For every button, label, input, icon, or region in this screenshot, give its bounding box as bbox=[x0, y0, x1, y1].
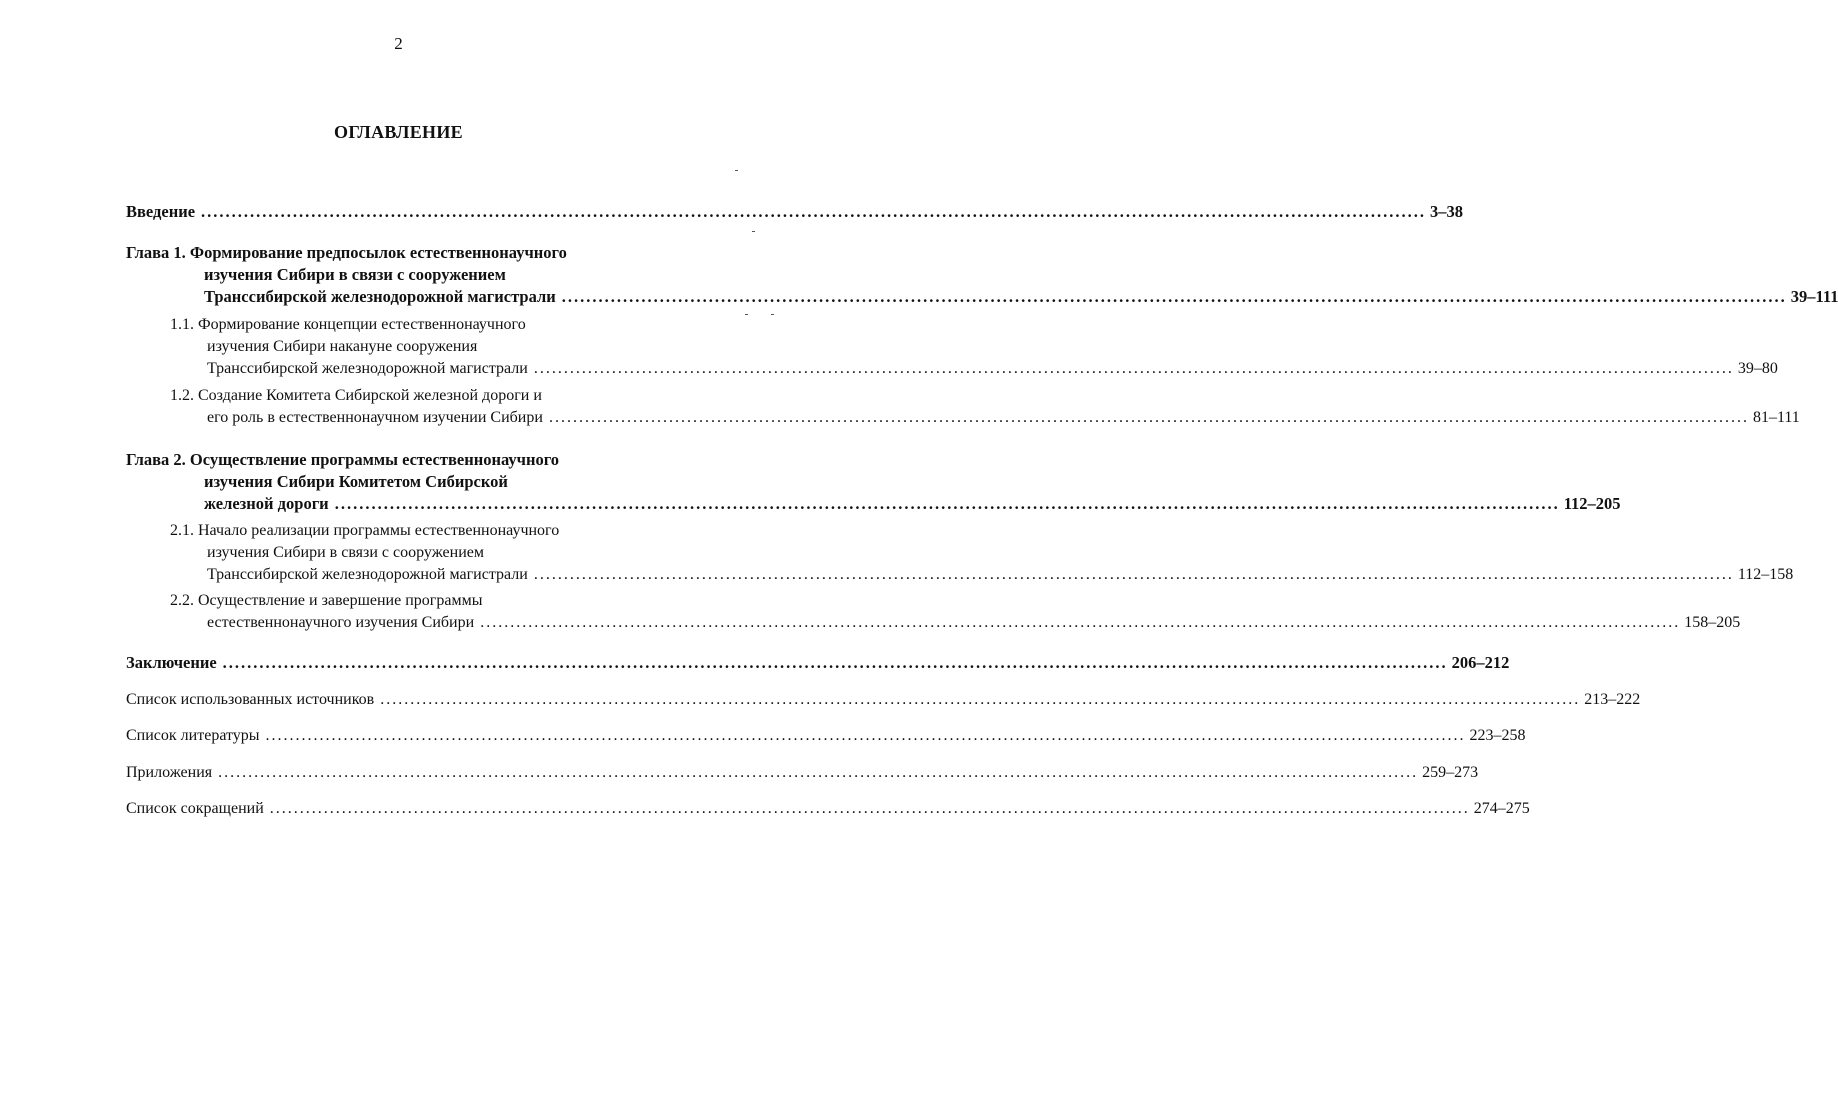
toc-entry-pages: 259–273 bbox=[1422, 764, 1479, 781]
toc-entry-label: изучения Сибири в связи с сооружением bbox=[207, 544, 484, 561]
toc-entry-pages: 223–258 bbox=[1469, 727, 1526, 744]
toc-entry-pages: 112–158 bbox=[1737, 566, 1794, 583]
toc-entry-pages: 206–212 bbox=[1451, 653, 1510, 672]
toc-entry-label: Глава 1. Формирование предпосылок естественнонаучного bbox=[126, 243, 567, 262]
toc-entry-label: Заключение bbox=[126, 653, 217, 672]
toc-entry-appendices[interactable] bbox=[126, 762, 1479, 784]
dot-leader: ........................................................................................................................................................................................................ bbox=[561, 287, 1787, 306]
toc-entry-label: Приложения bbox=[126, 764, 213, 781]
toc-entry-pages: 112–205 bbox=[1563, 494, 1621, 513]
dot-leader: ........................................................................................................................................................................................................ bbox=[533, 566, 1734, 583]
toc-entry-label: изучения Сибири в связи с сооружением bbox=[204, 265, 506, 284]
toc-entry-label: Список сокращений bbox=[126, 800, 264, 817]
toc-entry-label: Введение bbox=[126, 202, 196, 221]
toc-entry-literature[interactable] bbox=[126, 725, 1526, 747]
toc-entry-label: Список литературы bbox=[126, 727, 260, 744]
toc-entry-label: его роль в естественнонаучном изучении Сибири bbox=[207, 409, 543, 426]
toc-entry-label: 2.2. Осуществление и завершение программы bbox=[170, 592, 483, 609]
toc-entry-label: естественнонаучного изучения Сибири bbox=[207, 614, 475, 631]
toc-entry-section-2-1[interactable] bbox=[170, 520, 1794, 586]
page-title: ОГЛАВЛЕНИЕ bbox=[334, 122, 463, 142]
toc-entry-label: 1.2. Создание Комитета Сибирской железной дороги и bbox=[170, 387, 542, 404]
toc-entry-label: 2.1. Начало реализации программы естественнонаучного bbox=[170, 522, 560, 539]
scan-speck bbox=[745, 314, 748, 315]
toc-entry-pages: 158–205 bbox=[1684, 614, 1741, 631]
toc-entry-label: изучения Сибири Комитетом Сибирской bbox=[204, 472, 508, 491]
dot-leader: ........................................................................................................................................................................................................ bbox=[548, 409, 1749, 426]
scan-speck bbox=[735, 170, 738, 171]
toc-entry-sources[interactable] bbox=[126, 689, 1641, 711]
toc-entry-label: изучения Сибири накануне сооружения bbox=[207, 338, 478, 355]
dot-leader: ........................................................................................................................................................................................................ bbox=[201, 202, 1427, 221]
dot-leader: ........................................................................................................................................................................................................ bbox=[334, 494, 1560, 513]
toc-entry-label: железной дороги bbox=[204, 494, 329, 513]
toc-entry-label: Список использованных источников bbox=[126, 691, 375, 708]
toc-entry-pages: 274–275 bbox=[1473, 800, 1530, 817]
page-number: 2 bbox=[394, 34, 403, 53]
toc-entry-abbreviations[interactable] bbox=[126, 798, 1530, 820]
dot-leader: ........................................................................................................................................................................................................ bbox=[218, 764, 1419, 781]
toc-entry-label: Транссибирской железнодорожной магистрали bbox=[207, 360, 528, 377]
toc-entry-pages: 3–38 bbox=[1430, 202, 1464, 221]
dot-leader: ........................................................................................................................................................................................................ bbox=[265, 727, 1466, 744]
scan-speck bbox=[771, 314, 774, 315]
toc-entry-label: Транссибирской железнодорожной магистрали bbox=[207, 566, 528, 583]
dot-leader: ........................................................................................................................................................................................................ bbox=[533, 360, 1734, 377]
toc-entry-label: Глава 2. Осуществление программы естественнонаучного bbox=[126, 450, 560, 469]
scan-speck bbox=[752, 231, 755, 232]
toc-entry-section-2-2[interactable] bbox=[170, 590, 1741, 634]
toc-entry-section-1-2[interactable] bbox=[170, 385, 1800, 429]
dot-leader: ........................................................................................................................................................................................................ bbox=[222, 653, 1448, 672]
toc-entry-conclusion[interactable] bbox=[126, 652, 1510, 674]
toc-entry-pages: 81–111 bbox=[1752, 409, 1800, 426]
dot-leader: ........................................................................................................................................................................................................ bbox=[269, 800, 1470, 817]
toc-entry-label: Транссибирской железнодорожной магистрали bbox=[204, 287, 556, 306]
toc-entry-section-1-1[interactable] bbox=[170, 314, 1778, 380]
toc-entry-intro[interactable] bbox=[126, 201, 1464, 223]
dot-leader: ........................................................................................................................................................................................................ bbox=[480, 614, 1681, 631]
toc-entry-label: 1.1. Формирование концепции естественнонаучного bbox=[170, 316, 526, 333]
dot-leader: ........................................................................................................................................................................................................ bbox=[380, 691, 1581, 708]
toc-entry-chapter-2[interactable] bbox=[126, 449, 1621, 515]
toc-entry-pages: 39–80 bbox=[1737, 360, 1778, 377]
toc-entry-pages: 213–222 bbox=[1584, 691, 1641, 708]
toc-entry-chapter-1[interactable] bbox=[126, 242, 1838, 308]
toc-entry-pages: 39–111 bbox=[1790, 287, 1838, 306]
